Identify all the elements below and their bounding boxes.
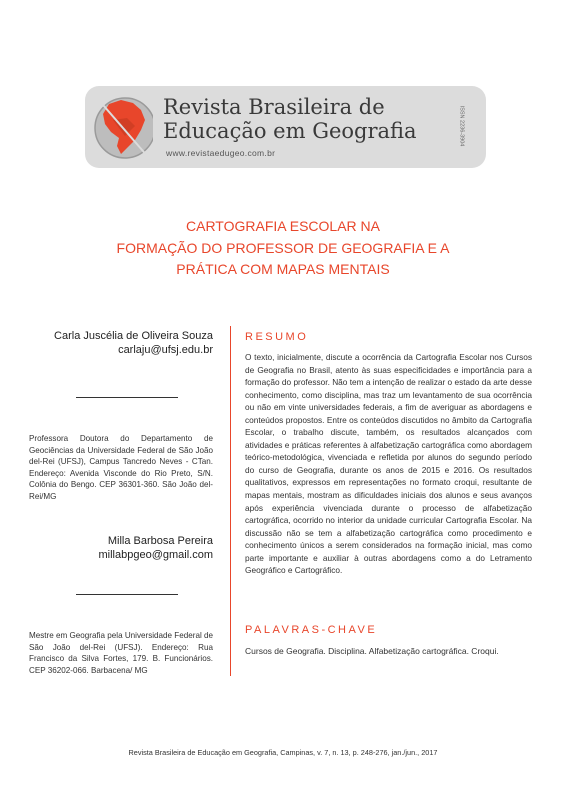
author-email: millabpgeo@gmail.com xyxy=(98,549,213,561)
resumo-text: O texto, inicialmente, discute a ocorrência da Cartografia Escolar nos Cursos de Geografia no Brasil, atento às suas especificidades e importância para a formação do professor. Não tem a intenção de realizar o estado da arte desse conhecimento, como disciplina, mas traz um levantamento de sua ocorrência ou não em vinte universidades federais, a fim de averiguar as abordagens e conteúdos propostos. Entre os conteúdos discutidos no âmbito da Cartografia Escolar, o trabalho discute, também, os resultados alcançados com atividades e práticas referentes à alfabetização cartográfica como abordagem teórico-metodológica, vivenciada e refletida por alunos do segundo período do curso de Geografia, durante os anos de 2015 e 2016. Os resultados qualitativos, expressos em representações no formato croqui, resultante de mapas mentais, mostram as dificuldades iniciais dos alunos e seus avanços após experiência vivenciada durante o processo de alfabetização cartográfica, ocorrido no interior da unidade curricular Cartografia Escolar. Na discussão não se tem a alfabetização cartográfica como procedimento e conhecimento únicos a serem considerados na formação inicial, mas como parte importante e auxiliar à outras abordagens como a do Letramento Geográfico e Cartográfico. xyxy=(245,352,532,576)
author-email: carlaju@ufsj.edu.br xyxy=(118,344,213,356)
issn-label: ISSN 2236-3904 xyxy=(458,105,465,147)
author-affiliation: Professora Doutora do Departamento de Geociências da Universidade Federal de São João del-Rei (UFSJ), Campus Tancredo Neves - CTan. Endereço: Avenida Visconde do Rio Preto, S/N. Colônia do Bengo. CEP 36301-360. São João del-Rei/MG xyxy=(29,434,213,501)
title-line: FORMAÇÃO DO PROFESSOR DE GEOGRAFIA E A xyxy=(116,239,450,256)
journal-url: www.revistaedugeo.com.br xyxy=(166,148,276,158)
author-2-block xyxy=(29,535,213,561)
title-line: PRÁTICA COM MAPAS MENTAIS xyxy=(176,261,390,277)
author-name: Carla Juscélia de Oliveira Souza xyxy=(54,330,213,342)
author-affiliation: Mestre em Geografia pela Universidade Federal de São João del-Rei (UFSJ). Endereço: Rua Francisco da Silva Fortes, 179. B. Funcionários. CEP 36202-066. Barbacena/ MG xyxy=(29,631,214,675)
author-1-block xyxy=(29,330,213,356)
divider xyxy=(76,397,178,398)
divider xyxy=(76,594,178,595)
author-name: Milla Barbosa Pereira xyxy=(107,535,213,547)
keywords-heading: PALAVRAS-CHAVE xyxy=(245,624,378,636)
title-line: CARTOGRAFIA ESCOLAR NA xyxy=(186,218,380,234)
resumo-heading: RESUMO xyxy=(245,331,309,343)
article-title xyxy=(60,216,506,281)
journal-banner xyxy=(85,86,486,168)
journal-name-line2: Educação em Geografia xyxy=(163,119,417,143)
column-divider xyxy=(230,326,231,676)
brazil-map-logo-icon xyxy=(91,90,153,164)
journal-name-line1: Revista Brasileira de xyxy=(163,95,385,119)
keywords-text: Cursos de Geografia. Disciplina. Alfabetização cartográfica. Croqui. xyxy=(245,646,499,656)
footer-citation: Revista Brasileira de Educação em Geografia, Campinas, v. 7, n. 13, p. 248-276, jan./jun., 2017 xyxy=(128,748,438,757)
